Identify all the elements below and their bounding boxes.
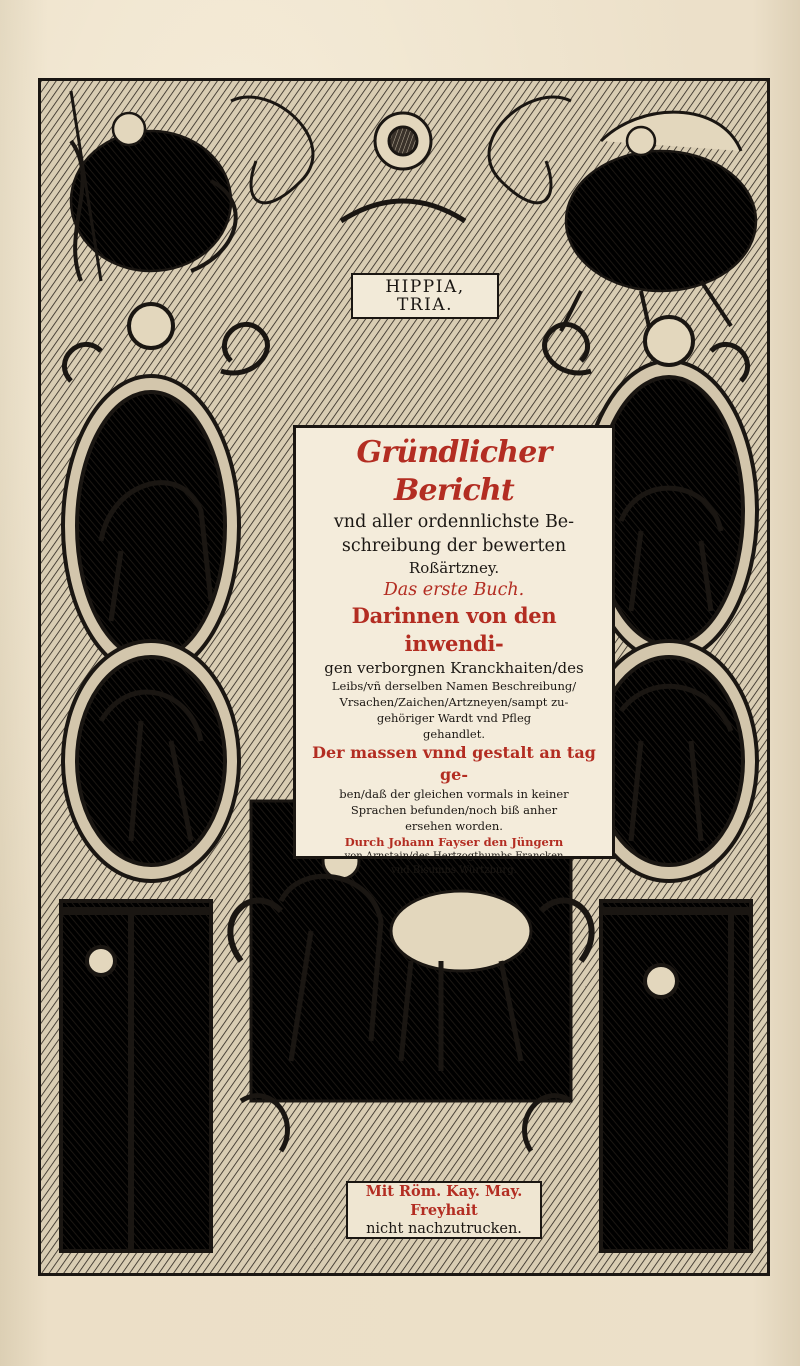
privilege-box	[346, 1181, 542, 1239]
subtitle-red-2: Der massen vnnd gestalt an tag ge-	[312, 743, 596, 784]
privilege-line-1: Mit Röm. Kay. May. Freyhait	[365, 1182, 523, 1219]
title-line-4: Roßärtzney.	[408, 559, 500, 577]
stable-left	[61, 901, 211, 1251]
medallion-left-lower	[63, 641, 239, 881]
title-line-16: von Arnstain/des Hertzogthumbs Francken	[344, 851, 564, 862]
title-line-10: gehandlet.	[423, 727, 485, 741]
title-panel	[293, 425, 615, 876]
hippiatria-label	[351, 273, 499, 319]
title-line-6: gen verborgnen Kranckhaiten/des	[324, 659, 584, 677]
title-line-2: vnd aller ordennlichste Be-	[333, 512, 575, 532]
stable-right	[601, 901, 751, 1251]
subtitle-red-1: Darinnen von den inwendi-	[351, 603, 557, 656]
title-line-3: schreibung der bewerten	[341, 536, 567, 556]
title-line-12: ben/daß der gleichen vormals in keiner	[339, 787, 569, 801]
title-line-8: Vrsachen/Zaichen/Artzneyen/sampt zu-	[339, 695, 569, 709]
main-heading: Gründlicher Bericht	[356, 435, 552, 508]
title-line-17: vnd Bisumbs Würtzburg.	[391, 865, 517, 876]
woodcut-border-frame	[38, 78, 770, 1276]
hippiatria-line-1: HIPPIA,	[385, 277, 465, 297]
hippiatria-line-2: TRIA.	[396, 295, 454, 315]
title-line-9: gehöriger Wardt vnd Pfleg	[376, 711, 532, 725]
book-line: Das erste Buch.	[383, 580, 525, 600]
privilege-line-2: nicht nachzutrucken.	[366, 1220, 522, 1237]
title-line-7: Leibs/vñ derselben Namen Beschreibung/	[331, 679, 577, 693]
author-line: Durch Johann Fayser den Jüngern	[344, 835, 564, 849]
title-line-13: Sprachen befunden/noch biß anher	[350, 803, 558, 817]
title-line-14: ersehen worden.	[405, 819, 503, 833]
